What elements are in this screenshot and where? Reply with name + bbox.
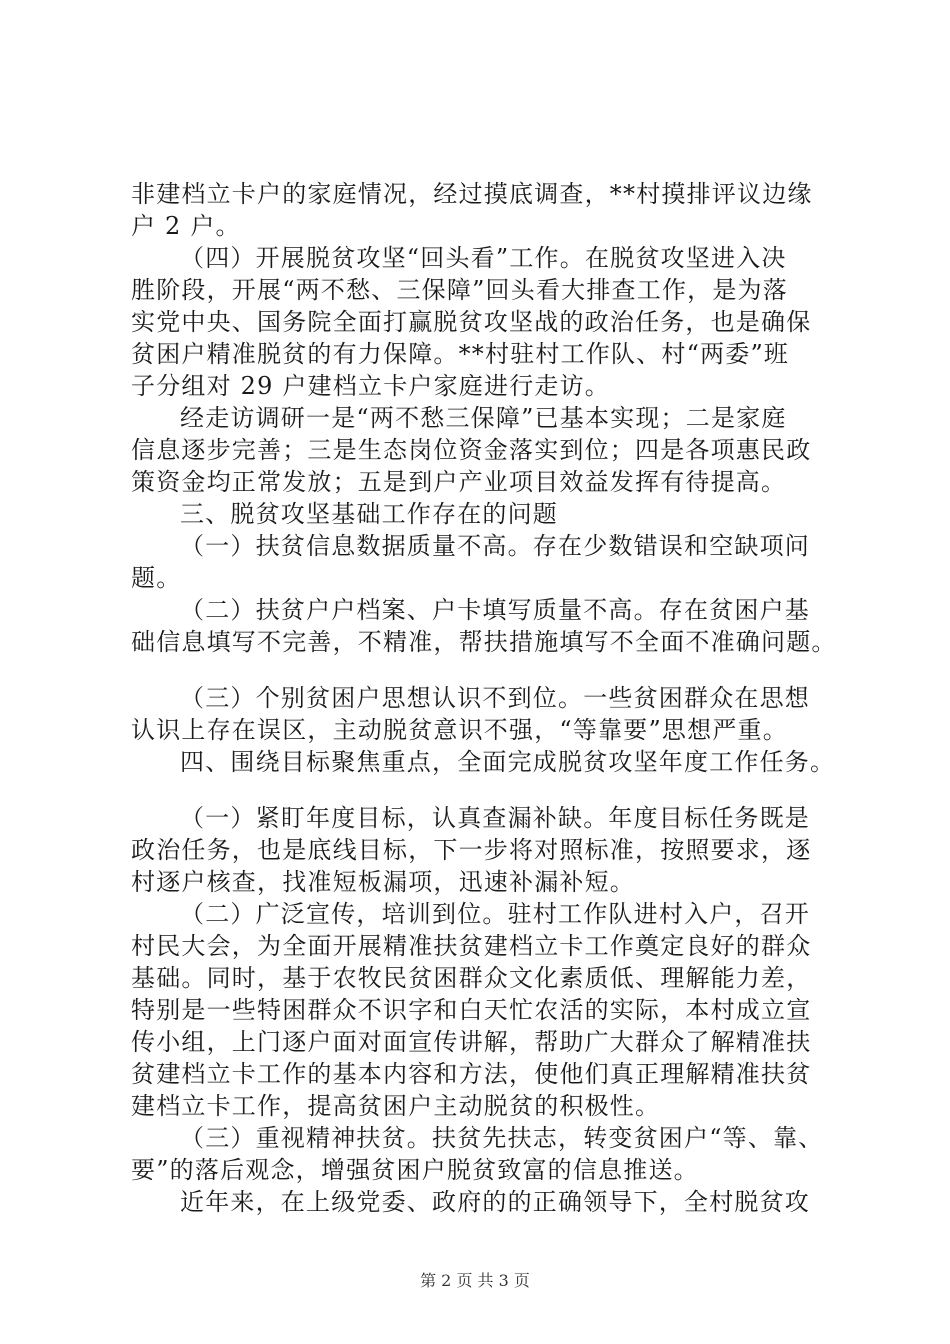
section-heading: 四、围绕目标聚焦重点，全面完成脱贫攻坚年度工作任务。 <box>180 748 836 776</box>
body-line: 非建档立卡户的家庭情况，经过摸底调查，**村摸排评议边缘 <box>131 180 813 208</box>
body-line: （一）紧盯年度目标，认真查漏补缺。年度目标任务既是 <box>180 804 810 832</box>
body-line: （二）扶贫户户档案、户卡填写质量不高。存在贫困户基 <box>180 596 810 624</box>
body-line: （二）广泛宣传，培训到位。驻村工作队进村入户，召开 <box>180 900 810 928</box>
body-line: 信息逐步完善；三是生态岗位资金落实到位；四是各项惠民政 <box>131 436 812 464</box>
body-line: 贫困户精准脱贫的有力保障。**村驻村工作队、村“两委”班 <box>131 340 790 368</box>
body-line: 贫建档立卡工作的基本内容和方法，使他们真正理解精准扶贫 <box>131 1060 812 1088</box>
body-line: 近年来，在上级党委、政府的的正确领导下，全村脱贫攻 <box>180 1188 810 1216</box>
section-heading: 三、脱贫攻坚基础工作存在的问题 <box>180 500 558 528</box>
page-footer: 第 2 页 共 3 页 <box>420 1271 530 1290</box>
body-line: 特别是一些特困群众不识字和白天忙农活的实际，本村成立宣 <box>131 996 812 1024</box>
body-line: 户 2 户。 <box>131 212 241 240</box>
body-line: 经走访调研一是“两不愁三保障”已基本实现；二是家庭 <box>180 404 787 432</box>
body-line: （三）个别贫困户思想认识不到位。一些贫困群众在思想 <box>180 684 810 712</box>
body-line: 村逐户核查，找准短板漏项，迅速补漏补短。 <box>131 868 635 896</box>
body-line: 建档立卡工作，提高贫困户主动脱贫的积极性。 <box>131 1092 661 1120</box>
body-line: 认识上存在误区，主动脱贫意识不强，“等靠要”思想严重。 <box>131 716 788 744</box>
body-line: （四）开展脱贫攻坚“回头看”工作。在脱贫攻坚进入决 <box>180 244 787 272</box>
body-line: 础信息填写不完善，不精准，帮扶措施填写不全面不准确问题。 <box>131 628 837 656</box>
body-line: 胜阶段，开展“两不愁、三保障”回头看大排查工作，是为落 <box>131 276 788 304</box>
body-line: 策资金均正常发放；五是到户产业项目效益发挥有待提高。 <box>131 468 787 496</box>
body-line: 基础。同时，基于农牧民贫困群众文化素质低、理解能力差， <box>131 964 812 992</box>
body-line: 要”的落后观念，增强贫困户脱贫致富的信息推送。 <box>131 1156 699 1184</box>
body-line: 政治任务，也是底线目标，下一步将对照标准，按照要求，逐 <box>131 836 812 864</box>
body-line: 子分组对 29 户建档立卡户家庭进行走访。 <box>131 372 610 400</box>
body-line: 题。 <box>131 564 182 592</box>
body-line: （三）重视精神扶贫。扶贫先扶志，转变贫困户“等、靠、 <box>180 1124 824 1152</box>
body-line: 村民大会，为全面开展精准扶贫建档立卡工作奠定良好的群众 <box>131 932 812 960</box>
body-line: （一）扶贫信息数据质量不高。存在少数错误和空缺项问 <box>180 532 810 560</box>
body-line: 实党中央、国务院全面打赢脱贫攻坚战的政治任务，也是确保 <box>131 308 812 336</box>
body-line: 传小组，上门逐户面对面宣传讲解，帮助广大群众了解精准扶 <box>131 1028 812 1056</box>
